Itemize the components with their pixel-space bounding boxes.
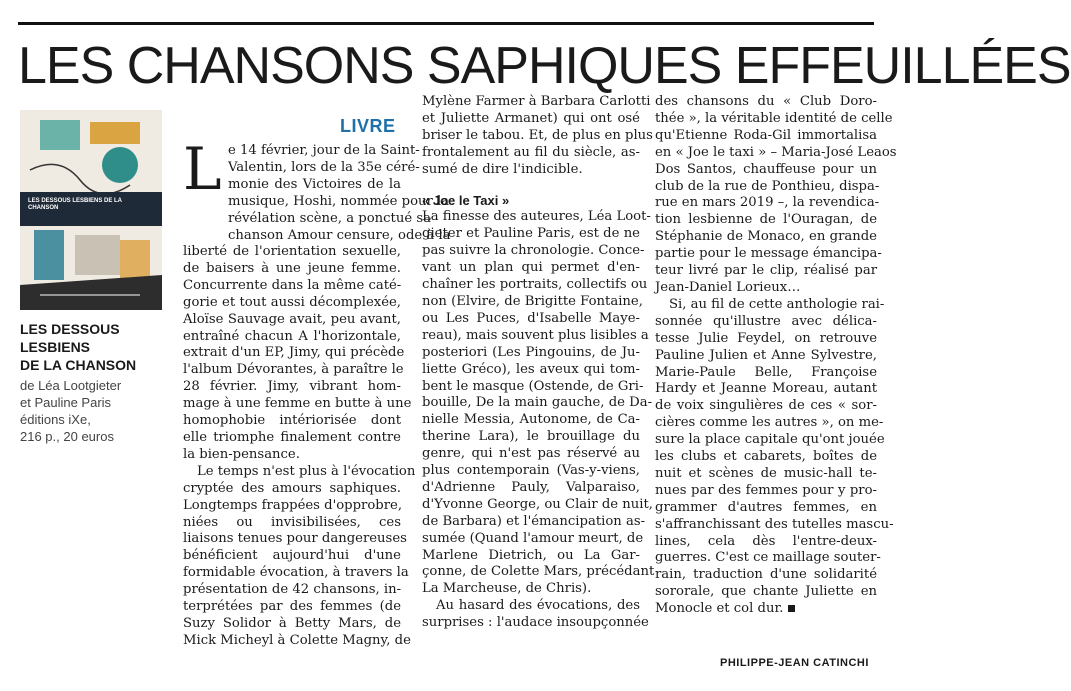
- text-line: Monocle et col dur.: [655, 601, 877, 618]
- text-line: genre, qui n'est pas réservé au: [422, 446, 640, 462]
- text-line: 28 février. Jimy, vibrant hom-: [183, 379, 401, 395]
- book-title-line: LESBIENS: [20, 339, 91, 355]
- text-line: bouille, De la main gauche, de Da-: [422, 395, 653, 411]
- column-2: [422, 94, 655, 632]
- text-line: çonne, de Colette Mars, précédant: [422, 564, 655, 580]
- text-line: Valentin, lors de la 35e céré-: [228, 159, 420, 175]
- text-line: Stéphanie de Monaco, en grande: [655, 229, 877, 245]
- text-line: liberté de l'orientation sexuelle,: [183, 244, 401, 259]
- book-title-line: DE LA CHANSON: [20, 357, 137, 373]
- text-line: entraîné chacun A l'horizontale,: [183, 328, 401, 344]
- text-line: de Barbara) et l'émancipation as-: [422, 513, 646, 529]
- text-line: plus contemporain (Vas-y-viens,: [422, 463, 640, 479]
- text-line: pas suivre la chronologie. Conce-: [422, 243, 645, 259]
- text-line: de voix singulières de ces « sor-: [655, 398, 877, 414]
- text-line: musique, Hoshi, nommée pour la: [228, 193, 450, 209]
- book-meta-line: éditions iXe,: [20, 412, 91, 427]
- text-line: partie pour le message émancipa-: [655, 246, 882, 262]
- text-line: teur livré par le clip, réalisé par: [655, 263, 877, 279]
- text-line: Marie-Paule Belle, Françoise: [655, 364, 877, 380]
- text-line: de baisers à une jeune femme.: [183, 260, 401, 276]
- column-1: [183, 244, 416, 650]
- text-line: club de la rue de Ponthieu, dispa-: [655, 178, 880, 194]
- text-line: niées ou invisibilisées, ces: [183, 514, 401, 530]
- book-cover: [20, 110, 162, 310]
- text-line: d'Adrienne Pauly, Valparaiso,: [422, 479, 640, 495]
- text-line: thée », la véritable identité de celle: [655, 110, 893, 126]
- text-line: nuit et scènes de music-hall te-: [655, 465, 877, 481]
- text-line: Hardy et Jeanne Moreau, autant: [655, 381, 877, 397]
- text-line: La Marcheuse, de Chris).: [422, 581, 592, 597]
- book-meta-line: 216 p., 20 euros: [20, 429, 114, 444]
- text-line: guerres. C'est ce maillage souter-: [655, 550, 881, 566]
- text-line: gieter et Pauline Paris, est de ne: [422, 226, 640, 242]
- text-line: chaîner les portraits, collectifs ou: [422, 277, 648, 293]
- text-line: surprises : l'audace insoupçonnée: [422, 615, 649, 631]
- text-line: des chansons du « Club Doro-: [655, 94, 877, 109]
- text-line: Marlene Dietrich, ou La Gar-: [422, 547, 640, 563]
- text-line: elle triomphe finalement contre: [183, 429, 401, 445]
- text-line: cryptée des amours saphiques.: [183, 480, 401, 496]
- text-line: rain, traduction d'une solidarité: [655, 567, 877, 583]
- text-line: Le temps n'est plus à l'évocation: [197, 463, 416, 479]
- text-line: les clubs et cabarets, boîtes de: [655, 449, 877, 465]
- text-line: sumée (Quand l'amour meurt, de: [422, 530, 644, 546]
- text-line: liette Gréco), les aveux qui tom-: [422, 361, 640, 377]
- text-line: sonnée qu'illustre avec délica-: [655, 313, 877, 329]
- text-line: la bien-pensance.: [183, 446, 300, 462]
- text-line: Pauline Julien et Anne Sylvestre,: [655, 347, 877, 363]
- text-line: tion lesbienne de l'Ouragan, de: [655, 212, 877, 228]
- text-line: présentation de 42 chansons, in-: [183, 582, 402, 598]
- text-line: Si, au fil de cette anthologie rai-: [669, 296, 885, 312]
- text-line: Jean-Daniel Lorieux…: [655, 279, 801, 295]
- book-title: [20, 320, 170, 374]
- text-line: l'album Dévorantes, à paraître le: [183, 362, 404, 378]
- text-line: Mick Micheyl à Colette Magny, de: [183, 632, 411, 648]
- text-line: non (Elvire, de Brigitte Fontaine,: [422, 293, 643, 309]
- text-line: et Juliette Armanet) qui ont osé: [422, 110, 640, 126]
- drop-cap: L: [183, 135, 222, 203]
- text-line: homophobie intériorisée dont: [183, 413, 401, 429]
- text-line: La finesse des auteures, Léa Loot-: [422, 209, 651, 225]
- text-line: monie des Victoires de la: [228, 176, 401, 192]
- book-meta-line: de Léa Lootgieter: [20, 378, 122, 393]
- spacer: [422, 179, 640, 193]
- text-line: Aloïse Sauvage avait, peu avant,: [183, 311, 401, 327]
- subheading: « Joe le Taxi »: [422, 192, 510, 208]
- text-line: vant un plan qui permet d'en-: [422, 260, 640, 276]
- text-line: nues par des femmes pour y pro-: [655, 482, 877, 498]
- text-line: Au hasard des évocations, des: [436, 598, 640, 614]
- text-line: therine Lara), le brouillage du: [422, 429, 640, 445]
- text-line: Dos Santos, chauffeuse pour un: [655, 161, 877, 177]
- top-rule: [18, 22, 874, 25]
- text-line: grammer d'autres femmes, en: [655, 499, 877, 515]
- headline: LES CHANSONS SAPHIQUES EFFEUILLÉES: [18, 37, 1071, 95]
- text-line: cières comme les autres », on me-: [655, 415, 884, 431]
- text-line: qu'Etienne Roda-Gil immortalisa: [655, 127, 877, 143]
- cover-title-text: LES DESSOUS LESBIENS DE LA CHANSON: [28, 198, 122, 211]
- book-meta: [20, 377, 170, 445]
- end-mark-icon: [788, 605, 795, 612]
- text-line: ou Les Puces, d'Isabelle Maye-: [422, 310, 640, 326]
- text-line: briser le tabou. Et, de plus en plus: [422, 127, 653, 143]
- text-line: sororale, que chante Juliette en: [655, 584, 877, 600]
- column-3: [655, 94, 897, 618]
- text-line: Suzy Solidor à Betty Mars, de: [183, 615, 401, 631]
- text-line: bent le masque (Ostende, de Gri-: [422, 378, 644, 394]
- text-line: s'affranchissant des tutelles mascu-: [655, 516, 894, 532]
- text-line: lines, cela dès l'entre-deux-: [655, 533, 877, 549]
- text-line: d'Yvonne George, ou Clair de nuit,: [422, 496, 654, 512]
- text-line: Mylène Farmer à Barbara Carlotti: [422, 94, 651, 109]
- byline: PHILIPPE-JEAN CATINCHI: [720, 657, 869, 669]
- text-line: extrait d'un EP, Jimy, qui précède: [183, 345, 405, 361]
- lead-paragraph: [228, 143, 451, 244]
- text-line: frontalement au fil du siècle, as-: [422, 144, 640, 160]
- text-line: sumé de dire l'indicible.: [422, 161, 583, 177]
- text-line: tesse Julie Feydel, on retrouve: [655, 330, 877, 346]
- text-line: chanson Amour censure, ode à la: [228, 227, 451, 243]
- text-line: révélation scène, a ponctué sa: [228, 210, 431, 226]
- text-line: formidable évocation, à travers la: [183, 565, 409, 581]
- text-line: rue en mars 2019 –, la revendica-: [655, 195, 880, 211]
- text-line: en « Joe le taxi » – Maria-José Leaos: [655, 144, 897, 160]
- text-line: Concurrente dans la même caté-: [183, 277, 402, 293]
- book-meta-line: et Pauline Paris: [20, 395, 112, 410]
- text-line: posteriori (Les Pingouins, de Ju-: [422, 344, 640, 360]
- text-line: bénéficient aujourd'hui d'une: [183, 548, 401, 564]
- text-line: sure la place capitale qu'ont jouée: [655, 432, 885, 448]
- text-line: nielle Messia, Autonome, de Ca-: [422, 412, 640, 428]
- text-line: terprétées par des femmes (de: [183, 599, 401, 615]
- text-line: e 14 février, jour de la Saint-: [228, 143, 420, 158]
- rubric-label: LIVRE: [340, 116, 396, 136]
- text-line: reau), mais souvent plus lisibles a: [422, 327, 649, 343]
- text-line: mage à une femme en butte à une: [183, 396, 412, 412]
- book-title-line: LES DESSOUS: [20, 321, 120, 337]
- text-line: liaisons tenues pour dangereuses: [183, 531, 407, 547]
- text-line: gorie et tout aussi décomplexée,: [183, 294, 401, 310]
- text-line: Longtemps frappées d'opprobre,: [183, 497, 403, 513]
